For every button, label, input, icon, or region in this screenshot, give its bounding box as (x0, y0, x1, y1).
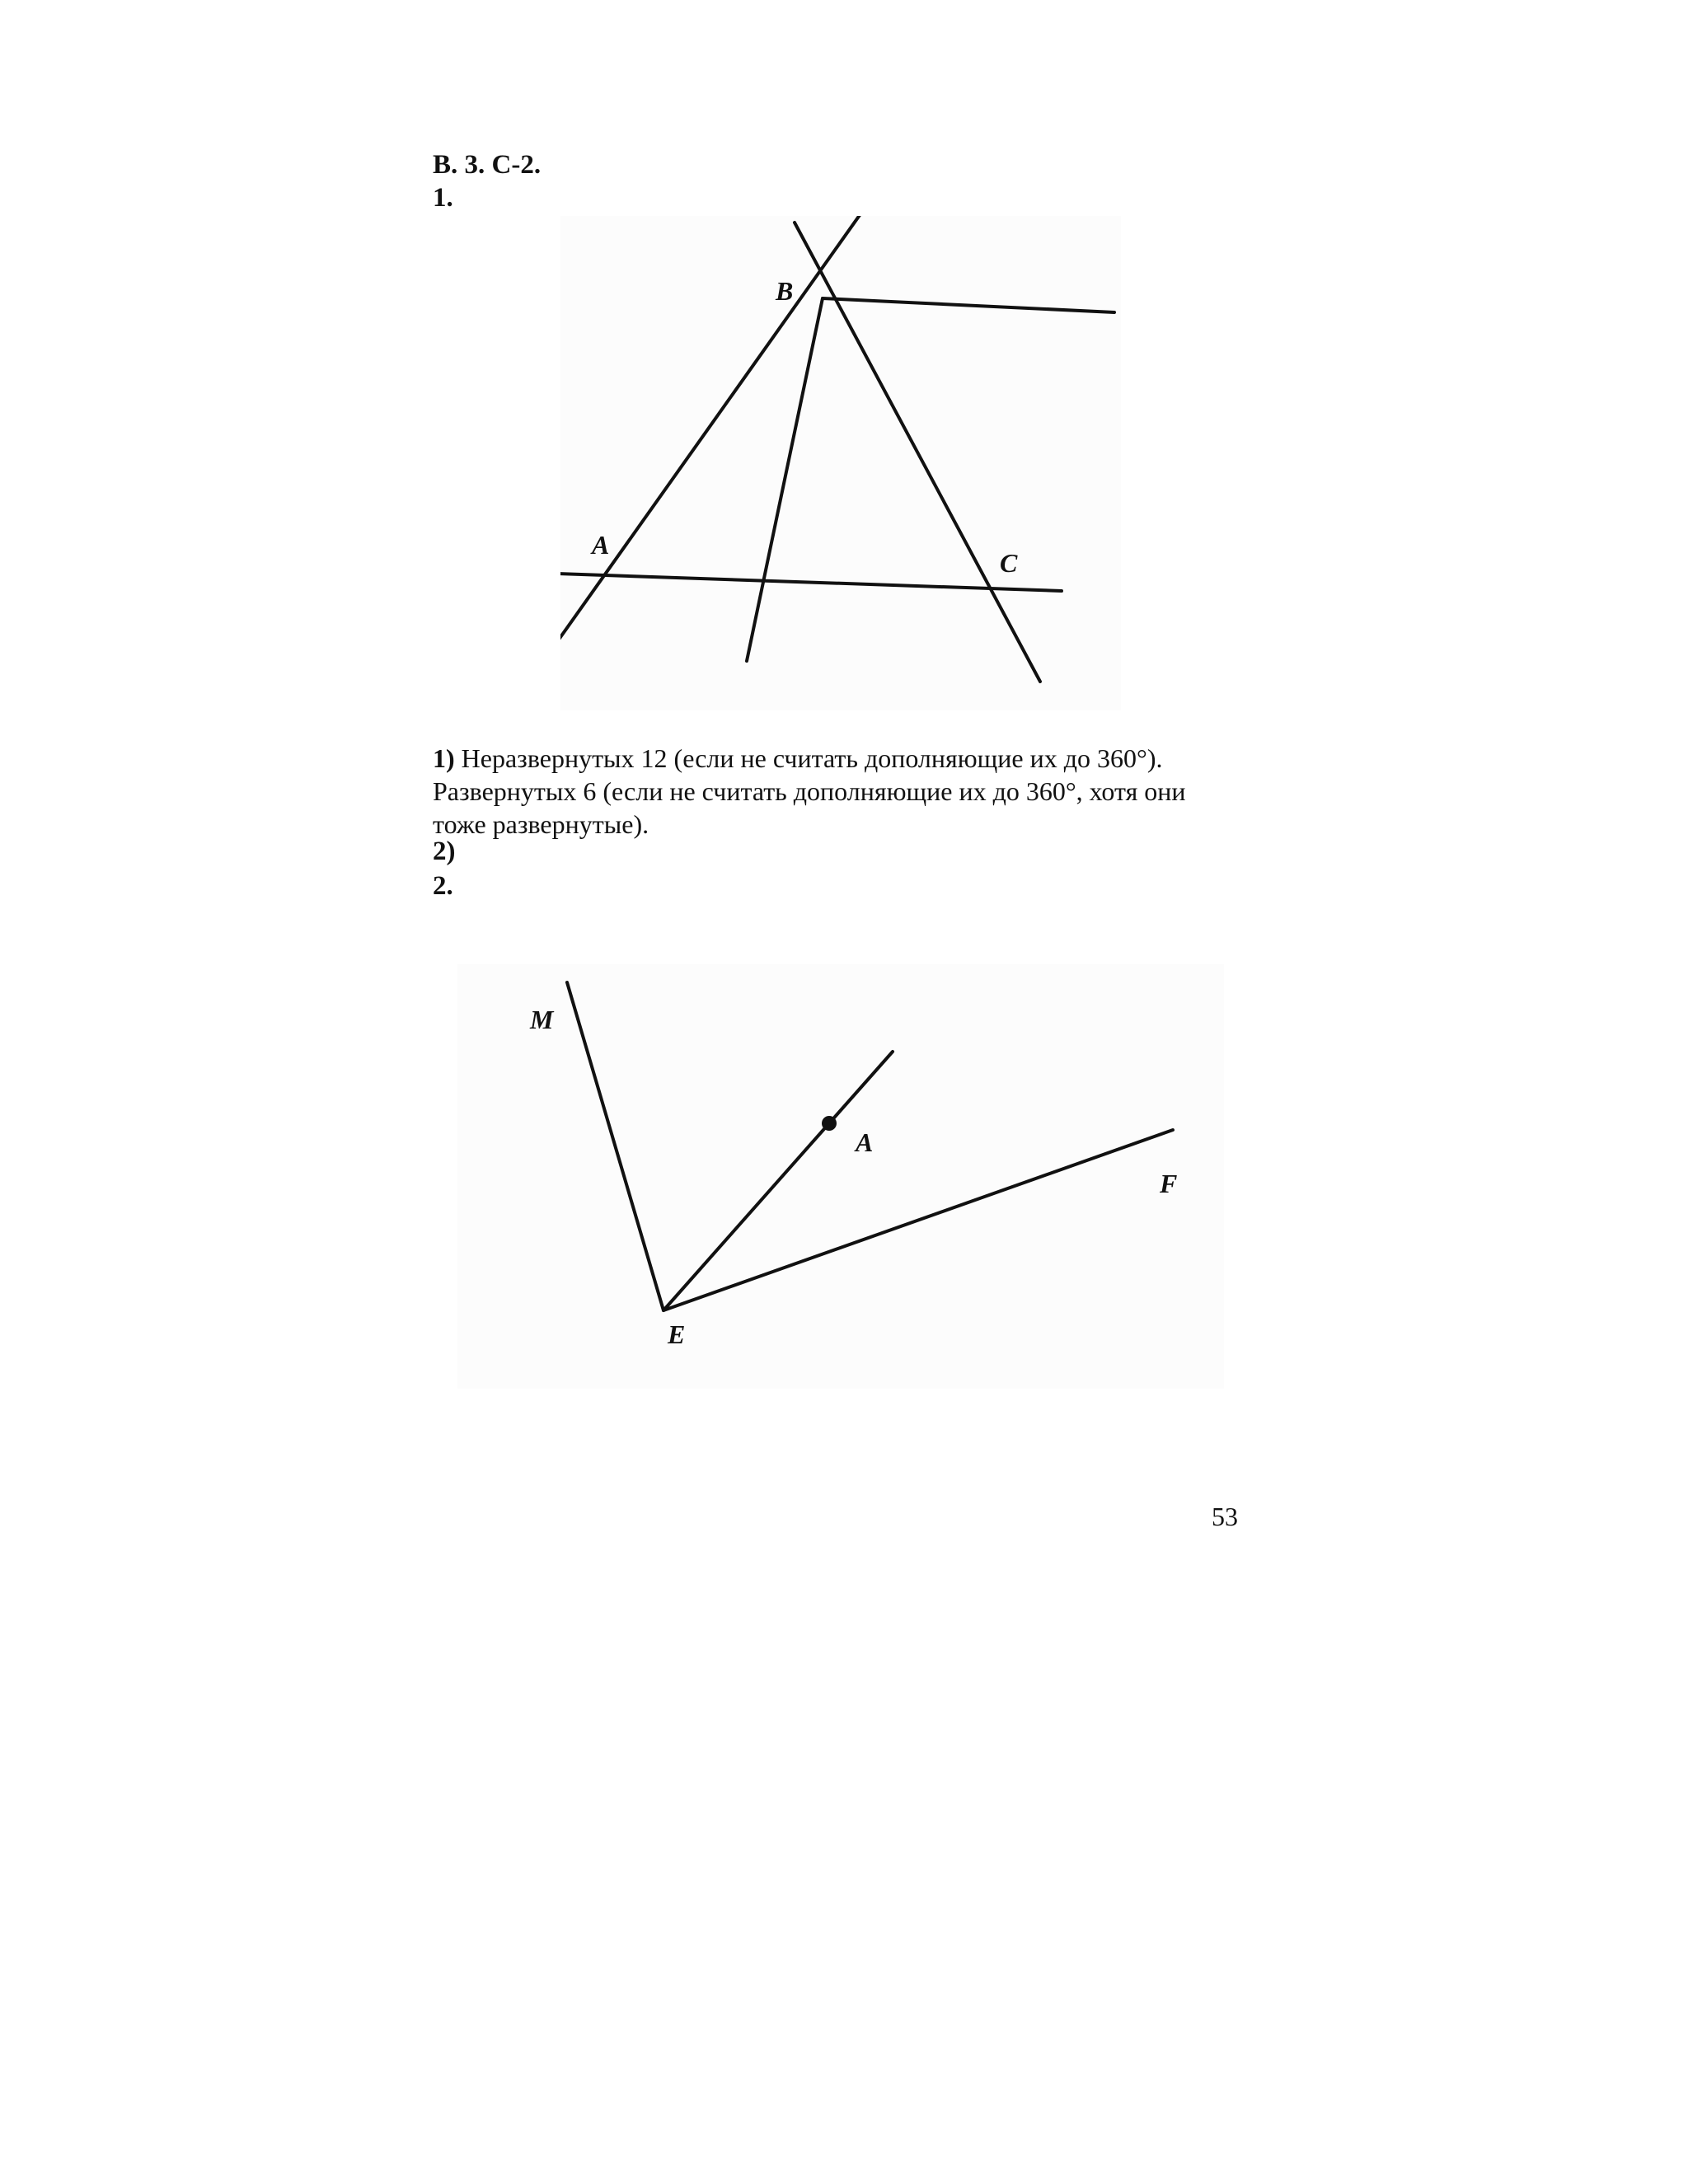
ray-from-b-right (823, 298, 1114, 312)
figure-1-drawing (560, 216, 1121, 710)
answer-line-2: Развернутых 6 (если не считать дополняющие их до 360°, хотя они (433, 776, 1186, 806)
page-number: 53 (1212, 1502, 1238, 1531)
section-title: В. 3. С-2. (433, 150, 542, 180)
point-label-f: F (1160, 1169, 1178, 1198)
figure-triangle-lines (560, 216, 1121, 710)
point-label-m: M (530, 1005, 554, 1034)
point-label-c: C (1000, 548, 1018, 578)
task-1-label: 1. (433, 183, 453, 213)
point-a-dot (822, 1116, 837, 1131)
ray-ea (663, 1052, 893, 1310)
ray-from-b-down (747, 298, 823, 661)
task-2-label: 2. (433, 871, 453, 901)
point-label-e: E (668, 1319, 686, 1349)
ray-em (567, 982, 663, 1310)
answer-item-1-text: Неразвернутых 12 (если не считать дополняющие их до 360°). (461, 743, 1163, 773)
point-label-a2: A (856, 1127, 874, 1157)
ray-ef (663, 1127, 1173, 1310)
answer-line-3: тоже развернутые). (433, 809, 649, 839)
point-label-a: A (592, 530, 610, 560)
answer-line-1 (433, 742, 1245, 775)
line-through-a-and-b (560, 216, 878, 651)
line-through-b-and-c (795, 223, 1040, 682)
answer-item-2-label: 2) (433, 837, 456, 866)
answer-item-1-number: 1) (433, 743, 455, 773)
point-label-b: B (776, 276, 794, 306)
figure-angle-mef (457, 964, 1224, 1389)
figure-2-drawing (457, 964, 1224, 1389)
answer-text (433, 742, 1245, 841)
